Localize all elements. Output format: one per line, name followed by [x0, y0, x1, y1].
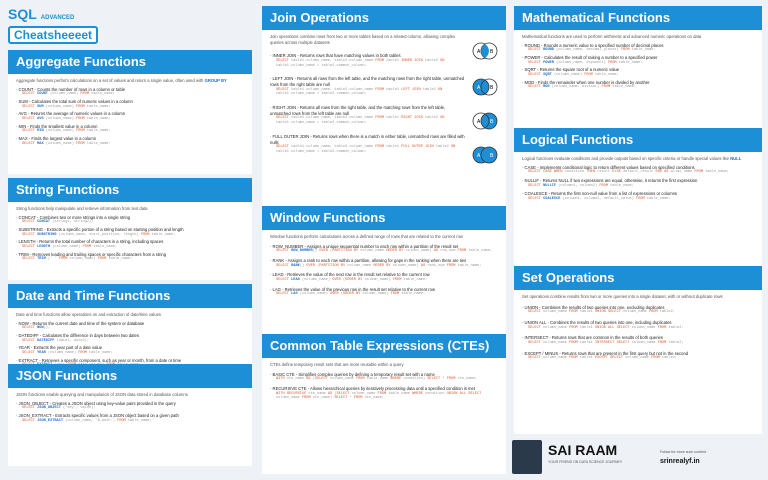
code-snippet: SELECT table1.column_name, table2.column_name FROM table1 INNER JOIN table2 ON table1.column_name = table2.common_column;: [276, 58, 445, 68]
code-snippet: SELECT ROUND (column_name, decimal_places) FROM table_name;: [528, 48, 656, 53]
list-item: [270, 76, 466, 97]
math-intro: Mathematical functions are used to perform arithmetic and advanced numeric operations on data: [522, 34, 702, 39]
list-item: [270, 287, 498, 297]
code-snippet: SELECT JSON_OBJECT ('key', value);: [22, 406, 96, 411]
aggregate-section: [8, 50, 252, 174]
math-title: Mathematical Functions: [514, 6, 762, 30]
code-snippet: SELECT CASE WHEN condition THEN result ELSE default_result END AS alias_name FROM table_name;: [528, 170, 729, 175]
item-label: · INNER JOIN - Returns rows that have matching values in both tables: [270, 53, 401, 59]
list-item: [16, 136, 244, 146]
code-snippet: SELECT MOD (column_name, divisor) FROM table_name;: [528, 85, 637, 90]
window-intro: Window functions perform calculations across a defined range of rows that are related to the current row: [270, 234, 463, 239]
list-item: [522, 43, 754, 53]
item-label: · LAG - Retrieves the value of the previous row in the result set relative to the current row: [270, 286, 436, 292]
list-item: [522, 191, 754, 201]
item-label: · SUBSTRING - Extracts a specific portion of a string based on starting position and length: [16, 226, 184, 232]
logical-intro: Logical functions evaluate conditions and provide outputs based on specific criteria or handle special values like NULL: [522, 156, 742, 161]
list-item: [16, 321, 244, 331]
code-snippet: SELECT TRIM (' ' FROM column_name) FROM table_name;: [22, 257, 133, 262]
item-label: · ROW_NUMBER - Assigns a unique sequential number to each row within a partition of the result set: [270, 243, 459, 249]
item-label: · RANK - Assigns a rank to each row within a partition, allowing for gaps in the ranking when there are ties: [270, 257, 467, 263]
code-snippet: SELECT COALESCE (column1, column2, default_value) FROM table_name;: [528, 196, 671, 201]
set-title: Set Operations: [514, 266, 762, 290]
set-section: [514, 266, 762, 435]
set-intro: Set operations combine results from two or more queries into a single dataset, with or without duplicate rows: [522, 294, 723, 299]
datetime-title: Date and Time Functions: [8, 284, 252, 308]
json-intro: JSON functions enable querying and manipulation of JSON data stored in database columns: [16, 392, 188, 397]
code-snippet: SELECT SUM (column_name) FROM table_name;: [22, 104, 111, 109]
author-role: YOUR FRIEND ON DATA SCIENCE JOURNEY: [548, 460, 623, 464]
string-section: [8, 178, 252, 280]
datetime-intro: Date and time functions allow operations on and extraction of date/time values: [16, 312, 162, 317]
item-label: · MOD - Finds the remainder when one number is divided by another: [522, 79, 650, 85]
item-label: · SUM - Calculates the total sum of numeric values in a column: [16, 98, 133, 104]
list-item: [16, 401, 244, 411]
svg-text:B: B: [490, 153, 494, 159]
list-item: [16, 111, 244, 121]
list-item: [270, 372, 498, 382]
code-snippet: SELECT MIN (column_name) FROM table_name;: [22, 129, 111, 134]
logical-section: [514, 128, 762, 266]
list-item: [522, 335, 754, 345]
logo-sql: SQL: [8, 6, 37, 22]
code-snippet: SELECT DATEDIFF (date1, date2);: [22, 338, 90, 343]
item-label: · BASIC CTE - Simplifies complex queries by defining a temporary result set with a name: [270, 371, 435, 377]
cte-section: [262, 334, 506, 468]
item-label: · LENGTH - Returns the total number of characters in a string, including spaces: [16, 239, 164, 245]
item-label: · EXTRACT - Retrieves a specific component, such as year or month, from a date or time: [16, 357, 182, 363]
list-item: [16, 99, 244, 109]
svg-text:B: B: [490, 119, 494, 125]
list-item: [522, 80, 754, 90]
svg-text:B: B: [490, 49, 494, 55]
author-follow-text: Follow for more such content: [660, 450, 707, 454]
list-item: [522, 165, 754, 175]
code-snippet: SELECT LEAD (column_name) OVER (ORDER BY column_name) FROM table_name;: [276, 277, 428, 282]
code-snippet: SELECT NOW();: [22, 326, 51, 331]
item-label: · RECURSIVE CTE - Allows hierarchical queries by iteratively processing data until a specified condition is met: [270, 385, 476, 391]
list-item: [16, 239, 244, 249]
json-title: JSON Functions: [8, 364, 252, 388]
item-label: · JSON_OBJECT - Creates a JSON object using key-value pairs provided in the query: [16, 400, 176, 406]
list-item: [522, 55, 754, 65]
code-snippet: SELECT column_name FROM table1 UNION ALL SELECT column_name FROM table2;: [528, 325, 684, 330]
list-item: [16, 345, 244, 355]
code-snippet: SELECT LAG (column_name) OVER (ORDER BY column_name) FROM table_name;: [276, 292, 426, 297]
item-label: · JSON_EXTRACT - Extracts specific values from a JSON object based on a given path: [16, 412, 179, 418]
inner-join-venn-icon: [470, 42, 500, 60]
logical-title: Logical Functions: [514, 128, 762, 152]
code-snippet: SELECT column_name FROM table1 EXCEPT SELECT column_name FROM table2;: [528, 356, 678, 361]
right-join-venn-icon: [470, 112, 500, 130]
code-snippet: SELECT LENGTH (column_name) FROM table_name;: [22, 244, 118, 249]
list-item: [522, 351, 754, 361]
code-snippet: SELECT JSON_EXTRACT (column_name, '$.path') FROM table_name;: [22, 418, 152, 423]
list-item: [16, 413, 244, 423]
item-label: · LEAD - Retrieves the value of the next row in the result set relative to the current row: [270, 272, 430, 278]
left-join-venn-icon: [470, 78, 500, 96]
item-label: · NOW - Returns the current date and time of the system or database: [16, 320, 145, 326]
list-item: [16, 252, 244, 262]
list-item: [270, 258, 498, 268]
list-item: [270, 272, 498, 282]
code-snippet: SELECT POWER (column_name, exponent) FROM table_name;: [528, 60, 643, 65]
item-label: · FULL OUTER JOIN - Returns rows when there is a match in either table, unmatched rows are filled with nulls: [270, 133, 465, 145]
code-snippet: SELECT MAX (column_name) FROM table_name;: [22, 141, 111, 146]
join-section: [262, 6, 506, 206]
code-snippet: WITH RECURSIVE cte_name AS (SELECT column_name FROM table_name WHERE condition UNION ALL SELECT column_name FROM cte_name) SELECT * FROM cte_name;: [276, 391, 482, 401]
svg-text:A: A: [477, 49, 481, 55]
item-label: · SQRT - Returns the square root of a numeric value: [522, 67, 620, 73]
author-photo: [512, 440, 542, 474]
item-label: · UNION - Combines the results of two queries into one, excluding duplicates: [522, 304, 665, 310]
code-snippet: SELECT table1.column_name, table2.column_name FROM table1 RIGHT JOIN table2 ON table1.column_name = table2.common_column;: [276, 116, 445, 126]
item-label: · YEAR - Extracts the year part of a date value: [16, 345, 103, 351]
list-item: [270, 244, 498, 254]
code-snippet: SELECT table1.column_name, table2.column_name FROM table1 FULL OUTER JOIN table2 ON table1.column_name = table2.common_column;: [276, 145, 456, 154]
list-item: [16, 333, 244, 343]
author-name: SAI RAAM: [548, 442, 618, 458]
cte-intro: CTEs define temporary result sets that are more reusable within a query: [270, 362, 404, 367]
code-snippet: SELECT table1.column_name, table2.column_name FROM table1 LEFT JOIN table2 ON table1.column_name = table2.common_column;: [276, 87, 443, 97]
list-item: [522, 178, 754, 188]
item-label: · MAX - Finds the largest value in a column: [16, 136, 97, 142]
code-snippet: WITH cte_name AS (SELECT column_name FROM table_name WHERE condition) SELECT * FROM cte_name;: [276, 377, 477, 382]
code-snippet: SELECT ROW_NUMBER() OVER (PARTITION BY column_name ORDER BY column_name) AS row_num FROM table_name;: [276, 249, 493, 254]
item-label: · CASE - Implements conditional logic to return different values based on specified conditions: [522, 164, 695, 170]
list-item: [16, 124, 244, 134]
svg-text:A: A: [477, 153, 481, 159]
svg-text:B: B: [490, 85, 494, 91]
item-label: · DATEDIFF - Calculates the difference in days between two dates: [16, 332, 139, 338]
window-section: [262, 206, 506, 334]
item-label: · POWER - Calculates the result of raising a number to a specified power: [522, 54, 658, 60]
json-section: [8, 364, 252, 466]
middle-column: [262, 6, 506, 474]
list-item: [270, 134, 466, 155]
right-column: [514, 6, 762, 434]
author-handle[interactable]: srinrealyf.in: [660, 458, 700, 465]
join-title: Join Operations: [262, 6, 506, 30]
svg-text:A: A: [477, 119, 481, 125]
left-column: [0, 0, 254, 474]
join-intro: Join operations combine rows from two or more tables based on a related column, allowing complex queries across multiple datasets: [270, 34, 456, 45]
code-snippet: SELECT column_name FROM table1 INTERSECT SELECT column_name FROM table2;: [528, 340, 684, 345]
code-snippet: SELECT NULLIF (column1, column2) FROM table_name;: [528, 183, 634, 188]
item-label: · UNION ALL - Combines the results of two queries into one, including duplicates: [522, 319, 672, 325]
author-card: [512, 440, 762, 474]
cte-title: Common Table Expressions (CTEs): [262, 334, 506, 358]
code-snippet: SELECT CONCAT (string1, string2);: [22, 220, 94, 225]
string-title: String Functions: [8, 178, 252, 202]
list-item: [16, 227, 244, 237]
item-label: · TRIM - Removes leading and trailing spaces or specific characters from a string: [16, 251, 167, 257]
list-item: [522, 320, 754, 330]
window-title: Window Functions: [262, 206, 506, 230]
aggregate-title: Aggregate Functions: [8, 50, 252, 74]
code-snippet: SELECT YEAR (column_name) FROM table_name;: [22, 350, 113, 355]
logo: [0, 0, 254, 46]
list-item: [270, 53, 466, 68]
list-item: [270, 105, 466, 126]
item-label: · EXCEPT / MINUS - Returns rows that are present in the first query but not in the second: [522, 350, 689, 356]
item-label: · AVG - Returns the average of numeric values in a column: [16, 111, 126, 117]
list-item: [16, 87, 244, 97]
item-label: · ROUND - Rounds a numeric value to a specified number of decimal places: [522, 42, 664, 48]
math-section: [514, 6, 762, 128]
code-snippet: SELECT SQRT (column_name) FROM table_name;: [528, 72, 619, 77]
list-item: [522, 305, 754, 315]
code-snippet: SELECT column_name FROM table1 UNION SELECT column_name FROM table2;: [528, 310, 675, 315]
list-item: [522, 67, 754, 77]
item-label: · INTERSECT - Returns rows that are common in the results of both queries: [522, 335, 663, 341]
string-intro: String functions help manipulate and retrieve information from text data: [16, 206, 148, 211]
aggregate-intro: Aggregate functions perform calculations on a set of values and return a single value, often used with GROUP BY: [16, 78, 227, 83]
full-join-venn-icon: [470, 146, 500, 164]
code-snippet: SELECT RANK() OVER (PARTITION BY column_name ORDER BY column_name) AS rank_num FROM table_name;: [276, 263, 482, 268]
item-label: · CONCAT - Combines two or more strings into a single string: [16, 214, 131, 220]
item-label: · RIGHT JOIN - Returns all rows from the right table, and the matching rows from the left table, unmatched rows from the left table are null: [270, 105, 446, 116]
item-label: · COALESCE - Returns the first non-null value from a list of expressions or columns: [522, 191, 677, 197]
svg-text:A: A: [477, 85, 481, 91]
code-snippet: SELECT COUNT (column_name) FROM table_name;: [22, 92, 115, 97]
logo-cheatsheet: Cheatsheeeet: [8, 26, 98, 44]
logo-advanced: ADVANCED: [40, 15, 75, 21]
item-label: · COUNT - Counts the number of rows in a column or table: [16, 86, 126, 92]
item-label: · LEFT JOIN - Returns all rows from the left table, and the matching rows from the right table, unmatched rows from the right table are null: [270, 76, 465, 87]
code-snippet: SELECT SUBSTRING (column_name, start_position, length) FROM table_name;: [22, 232, 176, 237]
item-label: · MIN - Finds the smallest value in a column: [16, 123, 98, 129]
code-snippet: SELECT AVG (column_name) FROM table_name;: [22, 116, 111, 121]
item-label: · NULLIF - Returns NULL if two expressions are equal, otherwise, it returns the first expression: [522, 177, 698, 183]
list-item: [270, 386, 498, 401]
list-item: [16, 215, 244, 225]
